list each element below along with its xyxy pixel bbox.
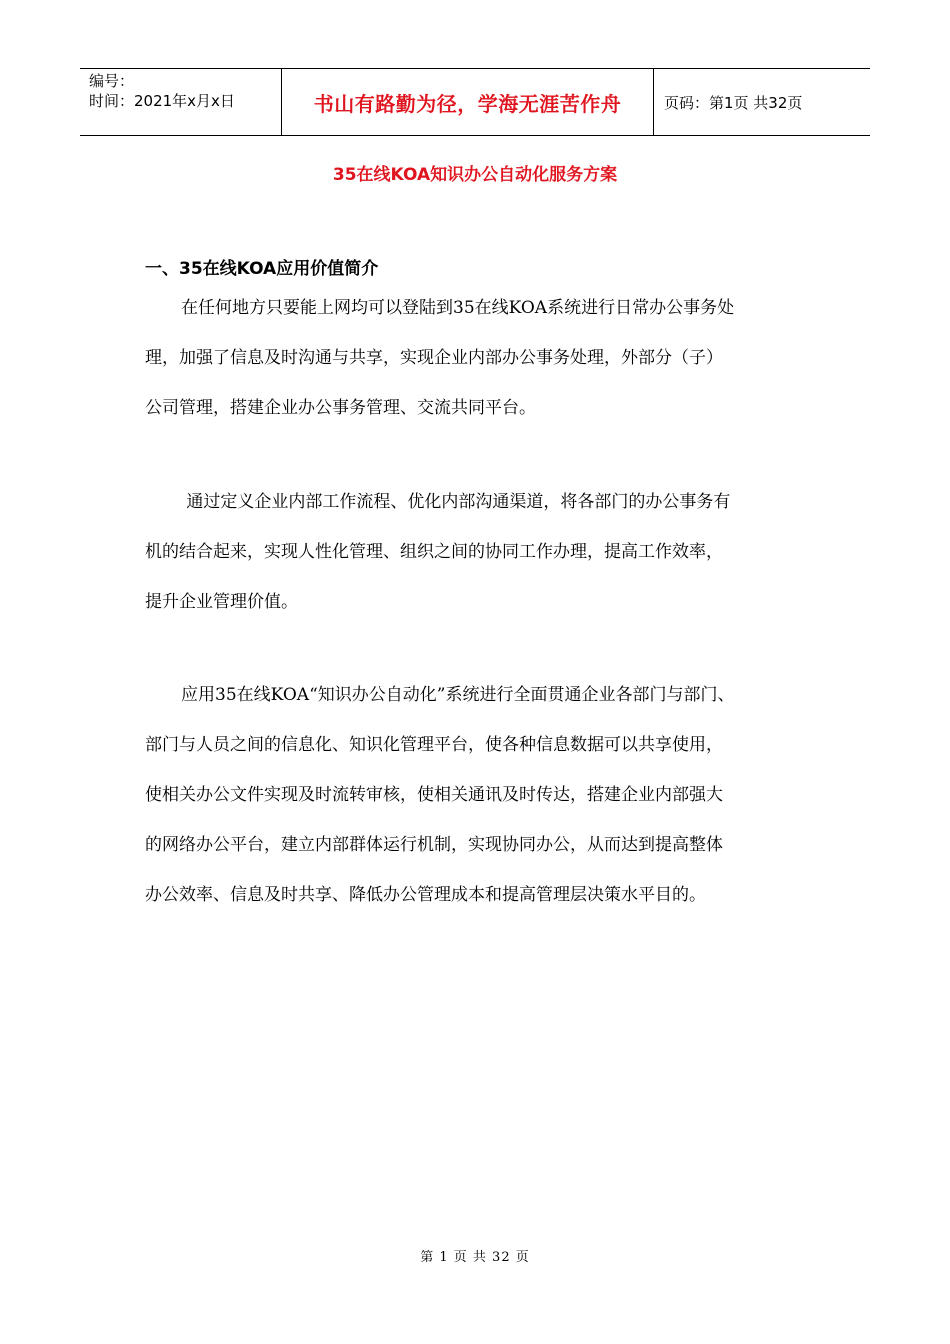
paragraph-3 — [145, 670, 825, 920]
paragraph-line: 通过定义企业内部工作流程、优化内部沟通渠道，将各部门的办公事务有 — [181, 492, 731, 512]
time-label: 时间：2021年x月x日 — [89, 92, 235, 110]
section-heading: 一、35在线KOA应用价值简介 — [145, 259, 379, 279]
paragraph-line: 公司管理，搭建企业办公事务管理、交流共同平台。 — [145, 398, 536, 418]
paragraph-line: 使相关办公文件实现及时流转审核，使相关通讯及时传达，搭建企业内部强大 — [145, 785, 723, 805]
paragraph-line: 部门与人员之间的信息化、知识化管理平台，使各种信息数据可以共享使用， — [145, 735, 723, 755]
paragraph-1 — [145, 283, 825, 433]
page-info: 页码：第1页 共32页 — [664, 93, 803, 112]
header-motto-cell — [282, 69, 654, 135]
paragraph-2 — [145, 477, 825, 627]
paragraph-line: 提升企业管理价值。 — [145, 592, 298, 612]
paragraph-line: 理，加强了信息及时沟通与共享，实现企业内部办公事务处理，外部分（子） — [145, 348, 723, 368]
paragraph-line: 机的结合起来，实现人性化管理、组织之间的协同工作办理，提高工作效率， — [145, 542, 723, 562]
document-title: 35在线KOA知识办公自动化服务方案 — [332, 165, 618, 185]
header-meta-cell — [80, 69, 282, 135]
header-page-cell — [654, 69, 870, 135]
motto-text: 书山有路勤为径，学海无涯苦作舟 — [313, 91, 622, 116]
paragraph-line: 在任何地方只要能上网均可以登陆到35在线KOA系统进行日常办公事务处 — [181, 298, 735, 318]
paragraph-line: 的网络办公平台，建立内部群体运行机制，实现协同办公，从而达到提高整体 — [145, 835, 723, 855]
page-footer: 第 1 页 共 32 页 — [420, 1250, 530, 1265]
paragraph-line: 办公效率、信息及时共享、降低办公管理成本和提高管理层决策水平目的。 — [145, 885, 706, 905]
header-table — [80, 68, 870, 136]
number-label: 编号： — [89, 72, 135, 90]
paragraph-line: 应用35在线KOA“知识办公自动化”系统进行全面贯通企业各部门与部门、 — [181, 685, 735, 705]
